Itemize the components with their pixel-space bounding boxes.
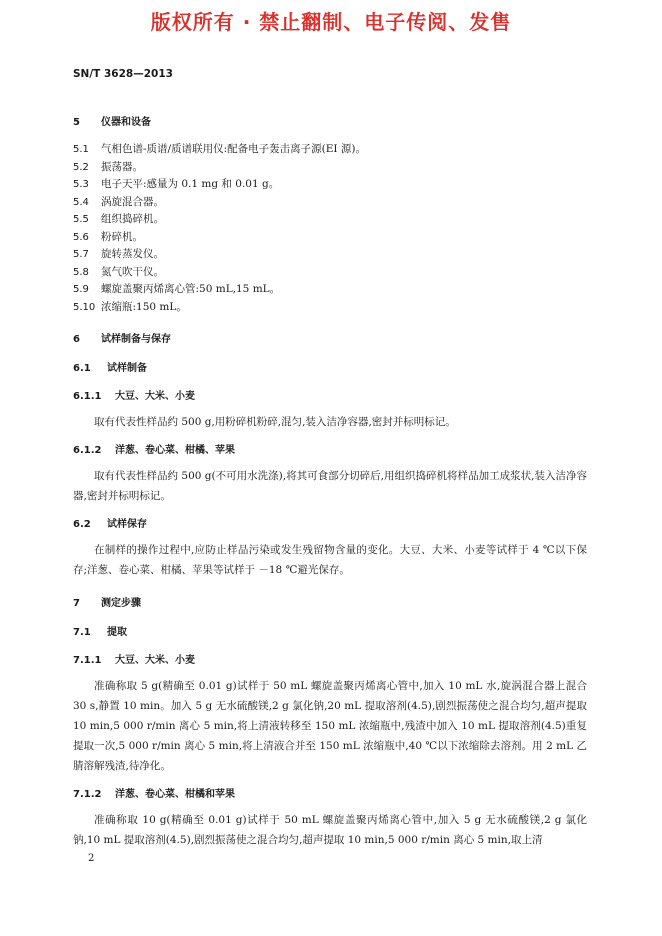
paragraph: 在制样的操作过程中,应防止样品污染或发生残留物含量的变化。大豆、大米、小麦等试样于 4 ℃以下保存;洋葱、卷心菜、柑橘、苹果等试样于 －18 ℃避光保存。 bbox=[73, 544, 587, 576]
standard-code: SN/T 3628—2013 bbox=[73, 68, 173, 80]
subsection-number: 6.1.2 bbox=[73, 445, 102, 456]
subsection-number: 7.1.1 bbox=[73, 655, 102, 666]
watermark-banner: 版权所有 · 禁止翻制、电子传阅、发售 bbox=[150, 10, 512, 34]
item-number: 5.8 bbox=[73, 266, 89, 278]
subsection-title: 提取 bbox=[107, 627, 127, 638]
item-number: 5.1 bbox=[73, 144, 89, 155]
list-item bbox=[73, 211, 587, 229]
subsection-heading-7-1-2 bbox=[73, 785, 587, 804]
list-item bbox=[73, 299, 587, 317]
subsection-heading-6-2 bbox=[73, 515, 587, 534]
subsection-title: 洋葱、卷心菜、柑橘和苹果 bbox=[115, 789, 235, 800]
section-number: 7 bbox=[73, 598, 80, 609]
subsection-heading-6-1-2 bbox=[73, 441, 587, 460]
section-title: 仪器和设备 bbox=[101, 117, 151, 128]
item-number: 5.7 bbox=[73, 249, 89, 260]
item-text: 氮气吹干仪。 bbox=[101, 265, 164, 278]
section-heading-5 bbox=[73, 113, 587, 133]
item-text: 组织捣碎机。 bbox=[101, 213, 164, 225]
section-number: 6 bbox=[73, 334, 80, 345]
subsection-heading-6-1 bbox=[73, 359, 587, 378]
equipment-list bbox=[73, 141, 587, 316]
subsection-number: 7.1 bbox=[73, 627, 91, 638]
paragraph: 准确称取 5 g(精确至 0.01 g)试样于 50 mL 螺旋盖聚丙烯离心管中,加入 10 mL 水,旋涡混合器上混合 30 s,静置 10 min。加入 5 g 无水硫酸镁,2 g 氯化钠,20 mL 提取溶剂(4.5),剧烈振荡使之混合均匀,超声提取 10 min,5 000 r/min 离心 5 min,将上清液转移至 150 mL 浓缩瓶中,残渣中加入 10 mL 提取溶剂(4.5)重复提取一次,5 000 r/min 离心 5 min,将上清液合并至 150 mL 浓缩瓶中,40 ℃以下浓缩除去溶剂。用 2 mL 乙腈溶解残渣,待净化。 bbox=[73, 680, 587, 772]
subsection-number: 6.1.1 bbox=[73, 391, 102, 402]
page-number: 2 bbox=[88, 853, 95, 864]
item-number: 5.2 bbox=[73, 161, 89, 173]
item-text: 气相色谱-质谱/质谱联用仪:配备电子轰击离子源(EI 源)。 bbox=[101, 143, 366, 155]
item-text: 螺旋盖聚丙烯离心管:50 mL,15 mL。 bbox=[101, 283, 281, 295]
subsection-number: 6.1 bbox=[73, 363, 91, 374]
item-text: 电子天平:感量为 0.1 mg 和 0.01 g。 bbox=[101, 178, 280, 190]
paragraph: 取有代表性样品约 500 g(不可用水洗涤),将其可食部分切碎后,用组织捣碎机将样品加工成浆状,装入洁净容器,密封并标明标记。 bbox=[73, 470, 587, 502]
list-item bbox=[73, 141, 587, 159]
subsection-heading-7-1 bbox=[73, 623, 587, 642]
list-item bbox=[73, 176, 587, 194]
list-item bbox=[73, 246, 587, 264]
paragraph: 准确称取 10 g(精确至 0.01 g)试样于 50 mL 螺旋盖聚丙烯离心管中,加入 5 g 无水硫酸镁,2 g 氯化钠,10 mL 提取溶剂(4.5),剧烈振荡使之混合均匀,超声提取 10 min,5 000 r/min 离心 5 min,取上清 bbox=[73, 814, 587, 846]
item-text: 旋转蒸发仪。 bbox=[101, 248, 164, 260]
list-item bbox=[73, 194, 587, 212]
item-text: 振荡器。 bbox=[101, 160, 143, 173]
paragraph: 取有代表性样品约 500 g,用粉碎机粉碎,混匀,装入洁净容器,密封并标明标记。 bbox=[94, 416, 456, 428]
item-number: 5.10 bbox=[73, 301, 96, 313]
item-number: 5.6 bbox=[73, 231, 89, 243]
item-text: 粉碎机。 bbox=[101, 230, 143, 243]
item-number: 5.3 bbox=[73, 179, 89, 190]
subsection-heading-7-1-1 bbox=[73, 651, 587, 670]
list-item bbox=[73, 229, 587, 247]
item-number: 5.4 bbox=[73, 196, 89, 208]
subsection-title: 大豆、大米、小麦 bbox=[115, 391, 195, 402]
subsection-title: 试样制备 bbox=[107, 363, 147, 374]
section-number: 5 bbox=[73, 117, 80, 128]
subsection-title: 试样保存 bbox=[107, 519, 147, 530]
item-number: 5.9 bbox=[73, 284, 89, 295]
section-title: 试样制备与保存 bbox=[101, 334, 171, 345]
subsection-title: 洋葱、卷心菜、柑橘、苹果 bbox=[115, 445, 235, 456]
list-item bbox=[73, 264, 587, 282]
subsection-title: 大豆、大米、小麦 bbox=[115, 655, 195, 666]
item-number: 5.5 bbox=[73, 214, 89, 225]
section-heading-7 bbox=[73, 594, 587, 614]
item-text: 涡旋混合器。 bbox=[101, 195, 164, 208]
section-title: 测定步骤 bbox=[101, 598, 141, 609]
subsection-number: 6.2 bbox=[73, 519, 91, 530]
section-heading-6 bbox=[73, 330, 587, 350]
list-item bbox=[73, 159, 587, 177]
subsection-number: 7.1.2 bbox=[73, 789, 102, 800]
item-text: 浓缩瓶:150 mL。 bbox=[101, 300, 187, 313]
document-body bbox=[73, 113, 587, 854]
list-item bbox=[73, 281, 587, 299]
subsection-heading-6-1-1 bbox=[73, 387, 587, 406]
